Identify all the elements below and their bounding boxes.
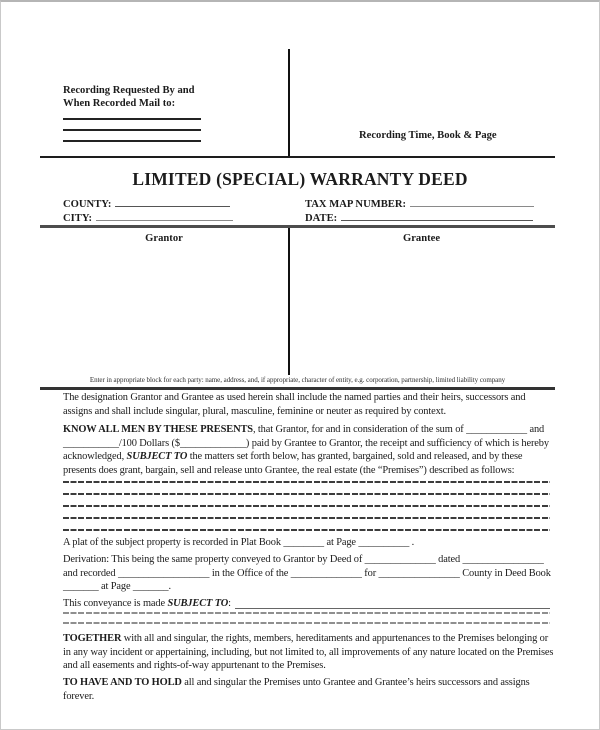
- subject-to-fill-line: [235, 608, 550, 609]
- derivation-paragraph: Derivation: This being the same property conveyed to Grantor by Deed of ______________ dated ________________ and recorded __________________ in the Office of the ______________ for ________________ County in Deed Book _______ at Page _______.: [63, 554, 551, 593]
- recording-request-block: [63, 84, 201, 142]
- mail-to-fill-line: [63, 140, 201, 142]
- habendum-paragraph: TO HAVE AND TO HOLD all and singular the Premises unto Grantee and Grantee’s heirs successors and assigns forever.: [63, 677, 530, 702]
- section-rule-fields: [40, 225, 555, 228]
- subject-to-sentence: This conveyance is made SUBJECT TO:: [63, 598, 231, 609]
- county-label: COUNTY:: [63, 199, 112, 210]
- premises-fill-line: [63, 481, 550, 483]
- tax-map-fill-line: [410, 196, 534, 207]
- section-rule-note: [40, 387, 555, 390]
- recording-request-line-2: When Recorded Mail to:: [63, 98, 176, 109]
- tax-map-field: [305, 196, 534, 210]
- party-table-divider: [288, 228, 290, 375]
- section-rule-top: [40, 156, 555, 158]
- date-fill-line: [341, 210, 533, 221]
- mail-to-fill-line: [63, 118, 201, 120]
- premises-fill-line: [63, 517, 550, 519]
- grantee-header: Grantee: [402, 233, 441, 244]
- date-field: [305, 210, 533, 224]
- city-label: CITY:: [63, 213, 93, 224]
- city-field: [63, 210, 233, 224]
- grantor-header: Grantor: [145, 233, 183, 244]
- presents-paragraph: KNOW ALL MEN BY THESE PRESENTS, that Grantor, for and in consideration of the sum of ____________ and ___________/100 Dollars ($_____________) paid by Grantee to Grantor, the receipt and sufficiency of which is hereby acknowledged, SUBJECT TO the matters set forth below, has granted, bargained, sold and released, and by these presents does grant, bargain, sell and release unto Grantee, the real estate (the “Premises”) described as follows:: [63, 424, 549, 476]
- premises-fill-line: [63, 493, 550, 495]
- tax-map-label: TAX MAP NUMBER:: [305, 199, 407, 210]
- city-fill-line: [96, 210, 233, 221]
- subject-to-extra-fill-line: [63, 612, 550, 614]
- together-paragraph: TOGETHER with all and singular, the rights, members, hereditaments and appurtenances to the Premises belonging or in any way incident or appertaining, including, but not limited to, all improvements of any nature located on the Premises and all easements and rights-of-way appurtenant to the Premises.: [63, 633, 554, 672]
- recording-section-divider: [288, 49, 290, 157]
- party-entry-note: Enter in appropriate block for each party: name, address, and, if appropriate, character of entity, e.g. corporation, partnership, limited liability company: [89, 375, 506, 384]
- plat-sentence: A plat of the subject property is recorded in Plat Book ________ at Page __________ .: [63, 537, 415, 548]
- deed-title: LIMITED (SPECIAL) WARRANTY DEED: [132, 169, 468, 189]
- subject-to-extra-fill-line: [63, 622, 550, 624]
- subject-to-row: [63, 597, 550, 611]
- recording-time-label: Recording Time, Book & Page: [359, 130, 497, 141]
- mail-to-fill-line: [63, 129, 201, 131]
- county-fill-line: [115, 196, 230, 207]
- recording-request-line-1: Recording Requested By and: [63, 85, 195, 96]
- designation-paragraph: The designation Grantor and Grantee as used herein shall include the named parties and their heirs, successors and assigns and shall include singular, plural, masculine, feminine or neuter as required by context.: [63, 392, 526, 417]
- county-field: [63, 196, 230, 210]
- premises-fill-line: [63, 529, 550, 531]
- date-label: DATE:: [305, 213, 338, 224]
- premises-fill-line: [63, 505, 550, 507]
